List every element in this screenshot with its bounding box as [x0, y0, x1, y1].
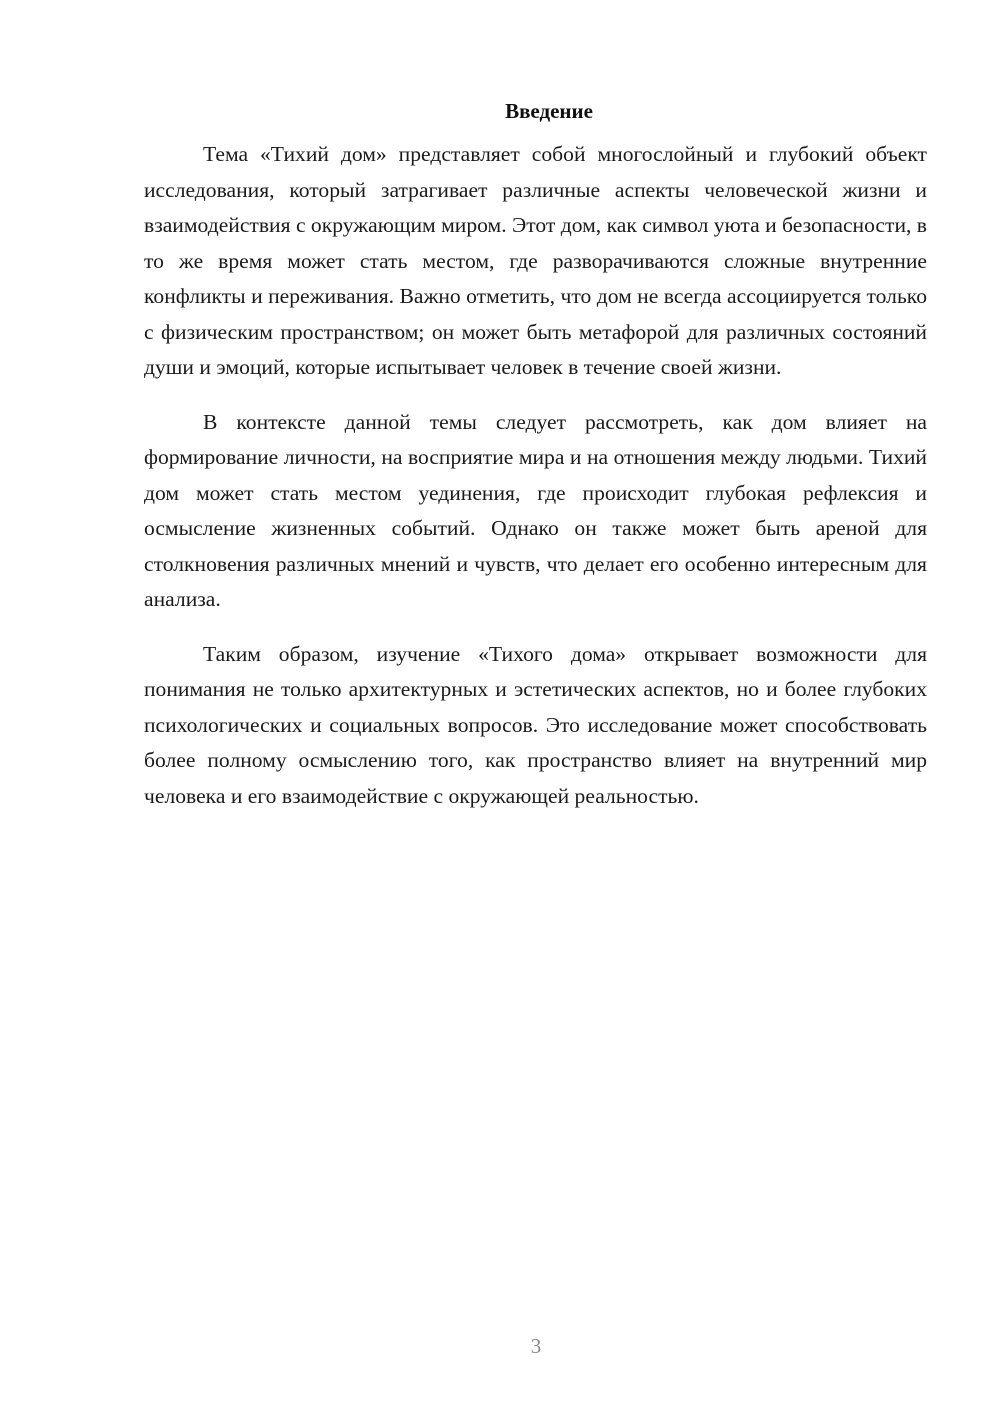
page-content [144, 96, 927, 833]
section-title: Введение [505, 99, 593, 123]
paragraph-2: В контексте данной темы следует рассмотреть, как дом влияет на формирование личности, на восприятие мира и на отношения между людьми. Тихий дом может стать местом уединения, где происходит глубокая рефлексия и осмысление жизненных событий. Однако он также может быть ареной для столкновения различных мнений и чувств, что делает его особенно интересным для анализа. [144, 409, 927, 611]
paragraph-3: Таким образом, изучение «Тихого дома» открывает возможности для понимания не только архитектурных и эстетических аспектов, но и более глубоких психологических и социальных вопросов. Это исследование может способствовать более полному осмыслению того, как пространство влияет на внутренний мир человека и его взаимодействие с окружающей реальностью. [144, 641, 927, 808]
page-number: 3 [530, 1334, 542, 1358]
paragraph-1: Тема «Тихий дом» представляет собой многослойный и глубокий объект исследования, который затрагивает различные аспекты человеческой жизни и взаимодействия с окружающим миром. Этот дом, как символ уюта и безопасности, в то же время может стать местом, где разворачиваются сложные внутренние конфликты и переживания. Важно отметить, что дом не всегда ассоциируется только с физическим пространством; он может быть метафорой для различных состояний души и эмоций, которые испытывает человек в течение своей жизни. [144, 142, 927, 379]
